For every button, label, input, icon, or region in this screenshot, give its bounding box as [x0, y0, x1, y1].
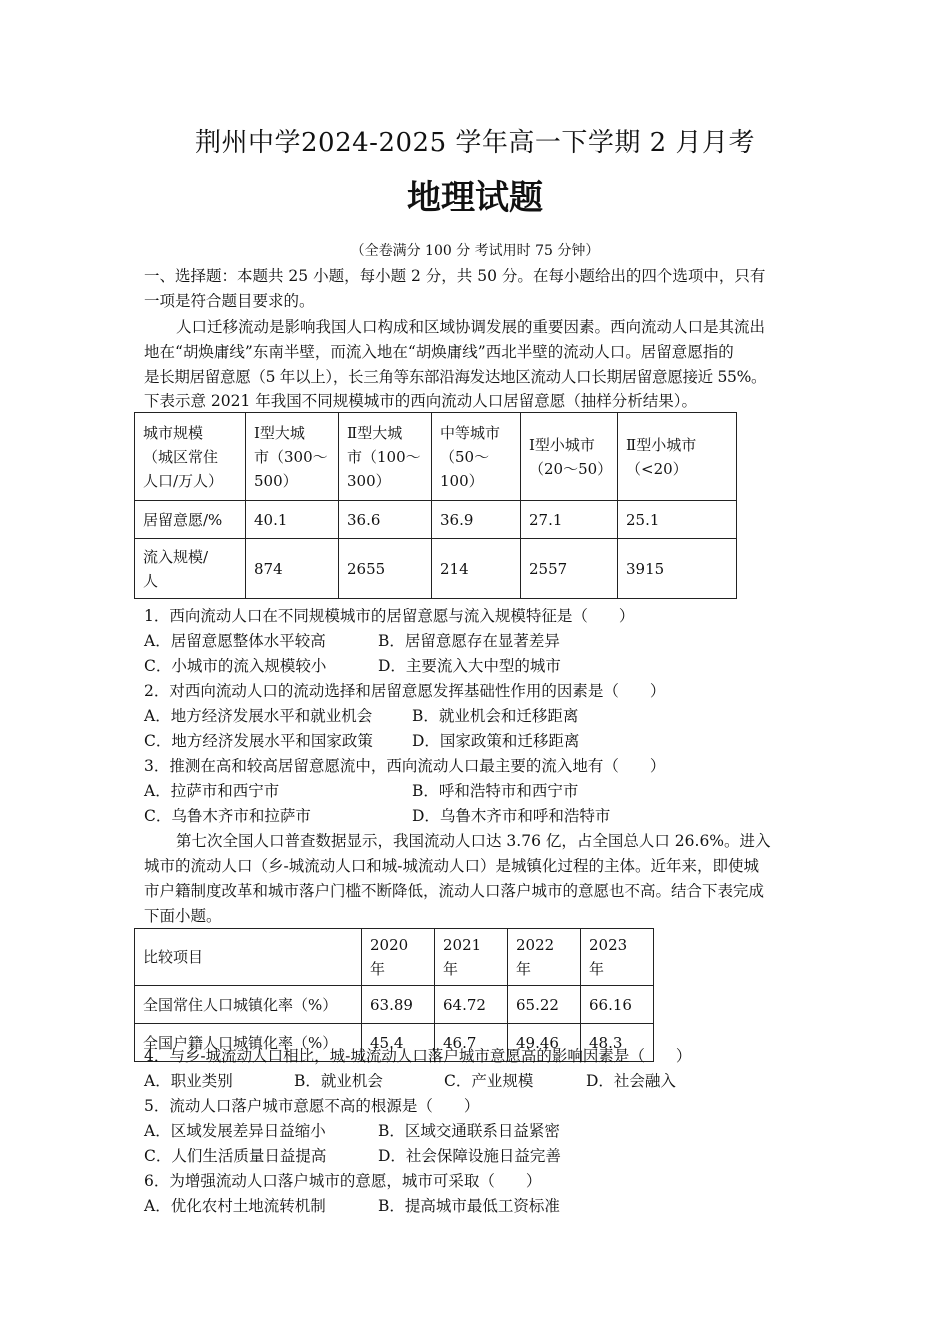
table-row: [135, 986, 654, 1024]
table-cell: 2655: [339, 539, 432, 599]
subject-title: 地理试题: [407, 178, 543, 218]
table-cell: 居留意愿/%: [135, 501, 246, 539]
table-cell: 25.1: [618, 501, 737, 539]
option-4a: A．职业类别: [144, 1072, 233, 1090]
table-cell: 3915: [618, 539, 737, 599]
question-5: 5．流动人口落户城市意愿不高的根源是（ ）: [144, 1097, 480, 1115]
table-cell: 2020 年: [362, 929, 435, 986]
passage-line: 地在“胡焕庸线”东南半壁，而流入地在“胡焕庸线”西北半壁的流动人口。居留意愿指的: [144, 343, 734, 361]
table-cell: 45.4: [362, 1024, 435, 1062]
question-6: 6．为增强流动人口落户城市的意愿，城市可采取（ ）: [144, 1172, 542, 1190]
option-1b: B．居留意愿存在显著差异: [378, 632, 560, 650]
table-cell: 48.3: [581, 1024, 654, 1062]
table-cell: 比较项目: [135, 929, 362, 986]
passage-line: 城市的流动人口（乡-城流动人口和城-城流动人口）是城镇化过程的主体。近年来，即使城: [144, 857, 759, 875]
option-4b: B．就业机会: [294, 1072, 383, 1090]
passage-line: 人口迁移流动是影响我国人口构成和区域协调发展的重要因素。西向流动人口是其流出: [176, 318, 766, 336]
option-3c: C．乌鲁木齐市和拉萨市: [144, 807, 311, 825]
table-cell: 65.22: [508, 986, 581, 1024]
passage-line: 下面小题。: [144, 907, 222, 925]
option-6b: B．提高城市最低工资标准: [378, 1197, 560, 1215]
option-5a: A．区域发展差异日益缩小: [144, 1122, 326, 1140]
table-cell: 城市规模 （城区常住 人口/万人）: [135, 413, 246, 501]
table-cell: Ⅱ型大城 市（100～ 300）: [339, 413, 432, 501]
table-cell: 874: [246, 539, 339, 599]
instruction-line: 一、选择题：本题共 25 小题，每小题 2 分，共 50 分。在每小题给出的四个选项中，只有: [144, 267, 766, 285]
passage-line: 是长期居留意愿（5 年以上），长三角等东部沿海发达地区流动人口长期居留意愿接近 55%。: [144, 368, 767, 386]
table-row: [135, 501, 737, 539]
table-cell: 中等城市 （50～ 100）: [432, 413, 521, 501]
table-cell: 全国常住人口城镇化率（%）: [135, 986, 362, 1024]
question-4: 4．与乡-城流动人口相比，城-城流动人口落户城市意愿高的影响因素是（ ）: [144, 1047, 692, 1065]
option-4c: C．产业规模: [444, 1072, 534, 1090]
table-cell: 64.72: [435, 986, 508, 1024]
option-5c: C．人们生活质量日益提高: [144, 1147, 327, 1165]
table-cell: Ⅰ型大城 市（300～ 500）: [246, 413, 339, 501]
instruction-line: 一项是符合题目要求的。: [144, 292, 315, 310]
option-5d: D．社会保障设施日益完善: [378, 1147, 561, 1165]
option-6a: A．优化农村土地流转机制: [144, 1197, 326, 1215]
option-1d: D．主要流入大中型的城市: [378, 657, 561, 675]
option-1a: A．居留意愿整体水平较高: [144, 632, 326, 650]
table-row: [135, 413, 737, 501]
exam-title: 荆州中学2024-2025 学年高一下学期 2 月月考: [195, 128, 755, 158]
table-cell: Ⅱ型小城市 （<20）: [618, 413, 737, 501]
table-urbanization: [134, 928, 654, 1062]
passage-line: 下表示意 2021 年我国不同规模城市的西向流动人口居留意愿（抽样分析结果）。: [144, 392, 698, 410]
table-cell: 40.1: [246, 501, 339, 539]
table-row: [135, 539, 737, 599]
question-2: 2．对西向流动人口的流动选择和居留意愿发挥基础性作用的因素是（ ）: [144, 682, 666, 700]
table-cell: 27.1: [521, 501, 618, 539]
option-4d: D．社会融入: [586, 1072, 676, 1090]
question-3: 3．推测在高和较高居留意愿流中，西向流动人口最主要的流入地有（ ）: [144, 757, 666, 775]
table-cell: 2023 年: [581, 929, 654, 986]
option-2d: D．国家政策和迁移距离: [412, 732, 580, 750]
option-2a: A．地方经济发展水平和就业机会: [144, 707, 373, 725]
table-cell: 63.89: [362, 986, 435, 1024]
table-cell: Ⅰ型小城市 （20～50）: [521, 413, 618, 501]
table-cell: 2557: [521, 539, 618, 599]
passage-line: 市户籍制度改革和城市落户门槛不断降低，流动人口落户城市的意愿也不高。结合下表完成: [144, 882, 765, 900]
table-cell: 全国户籍人口城镇化率（%）: [135, 1024, 362, 1062]
option-5b: B．区域交通联系日益紧密: [378, 1122, 560, 1140]
table-cell: 36.6: [339, 501, 432, 539]
option-3a: A．拉萨市和西宁市: [144, 782, 280, 800]
table-cell: 36.9: [432, 501, 521, 539]
table-cell: 2021 年: [435, 929, 508, 986]
passage-line: 第七次全国人口普查数据显示，我国流动人口达 3.76 亿，占全国总人口 26.6%。进入: [176, 832, 771, 850]
option-2c: C．地方经济发展水平和国家政策: [144, 732, 373, 750]
table-row: [135, 929, 654, 986]
table-cell: 2022 年: [508, 929, 581, 986]
table-city-scale: [134, 412, 737, 599]
table-cell: 49.46: [508, 1024, 581, 1062]
option-1c: C．小城市的流入规模较小: [144, 657, 327, 675]
table-cell: 214: [432, 539, 521, 599]
table-cell: 46.7: [435, 1024, 508, 1062]
option-3d: D．乌鲁木齐市和呼和浩特市: [412, 807, 611, 825]
exam-note: （全卷满分 100 分 考试用时 75 分钟）: [350, 243, 600, 259]
table-cell: 66.16: [581, 986, 654, 1024]
table-cell: 流入规模/ 人: [135, 539, 246, 599]
option-3b: B．呼和浩特市和西宁市: [412, 782, 579, 800]
option-2b: B．就业机会和迁移距离: [412, 707, 579, 725]
question-1: 1．西向流动人口在不同规模城市的居留意愿与流入规模特征是（ ）: [144, 607, 635, 625]
